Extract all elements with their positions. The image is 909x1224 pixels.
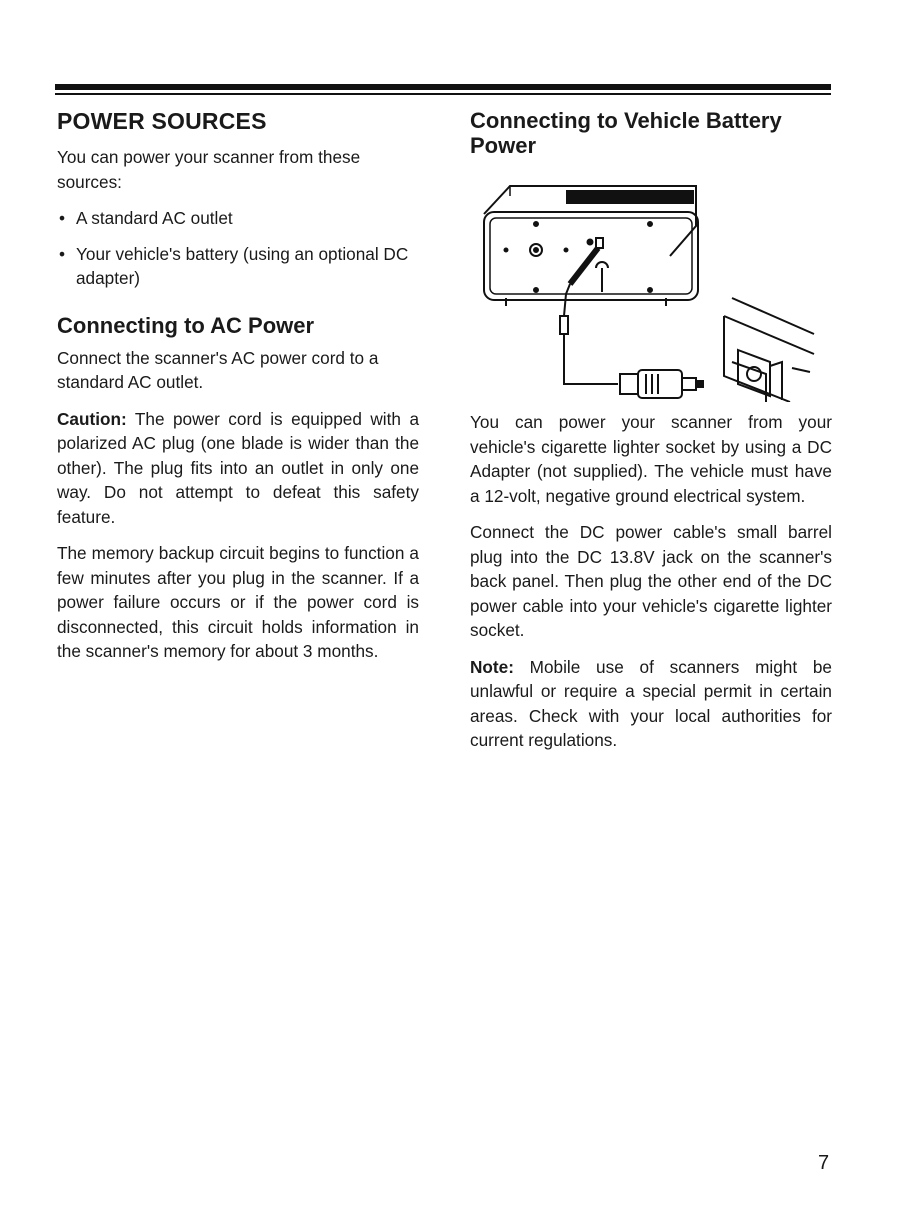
caution-text: The power cord is equipped with a polarized AC plug (one blade is wider than the other). The plug fits into an outlet in only one way. Do not attempt to defeat this safety feature. bbox=[57, 408, 419, 527]
list-item-text: Your vehicle's battery (using an optional DC adapter) bbox=[76, 243, 409, 288]
note-label: Note: bbox=[470, 656, 514, 677]
right-column bbox=[470, 108, 832, 765]
header-rule-thin bbox=[55, 93, 831, 95]
power-sources-list bbox=[57, 206, 419, 291]
note-text: Mobile use of scanners might be unlawful or require a special permit in certain areas. Check with your local authorities for current regulations. bbox=[470, 656, 832, 750]
ac-power-text: Connect the scanner's AC power cord to a standard AC outlet. bbox=[57, 347, 379, 392]
list-item bbox=[57, 206, 419, 231]
bullet-dot-icon: • bbox=[59, 208, 66, 228]
page-number: 7 bbox=[818, 1152, 830, 1174]
memory-backup-paragraph: The memory backup circuit begins to function a few minutes after you plug in the scanner. If a power failure occurs or if the power cord is disconnected, this circuit holds information in the scanner's memory for about 3 months. bbox=[57, 543, 419, 661]
ac-power-heading: Connecting to AC Power bbox=[57, 312, 315, 338]
bullet-dot-icon: • bbox=[59, 243, 66, 264]
scanner-to-cigarette-lighter-diagram-icon bbox=[470, 166, 832, 402]
power-sources-heading: POWER SOURCES bbox=[57, 108, 267, 134]
list-item-text: A standard AC outlet bbox=[76, 208, 233, 228]
list-item bbox=[57, 242, 419, 291]
power-sources-intro: You can power your scanner from these sources: bbox=[57, 147, 361, 192]
vehicle-power-heading: Connecting to Vehicle Battery Power bbox=[470, 108, 782, 158]
vehicle-power-paragraph-2: Connect the DC power cable's small barrel plug into the DC 13.8V jack on the scanner's back panel. Then plug the other end of the DC power cable into your vehicle's cigarette lighter socket. bbox=[470, 522, 832, 640]
caution-paragraph bbox=[57, 407, 419, 530]
vehicle-power-paragraph-1: You can power your scanner from your vehicle's cigarette lighter socket by using a DC Adapter (not supplied). The vehicle must have a 12-volt, negative ground electrical system. bbox=[470, 412, 832, 506]
left-column bbox=[57, 108, 419, 676]
header-rule-thick bbox=[55, 84, 831, 90]
caution-label: Caution: bbox=[57, 408, 127, 429]
note-paragraph bbox=[470, 655, 832, 753]
